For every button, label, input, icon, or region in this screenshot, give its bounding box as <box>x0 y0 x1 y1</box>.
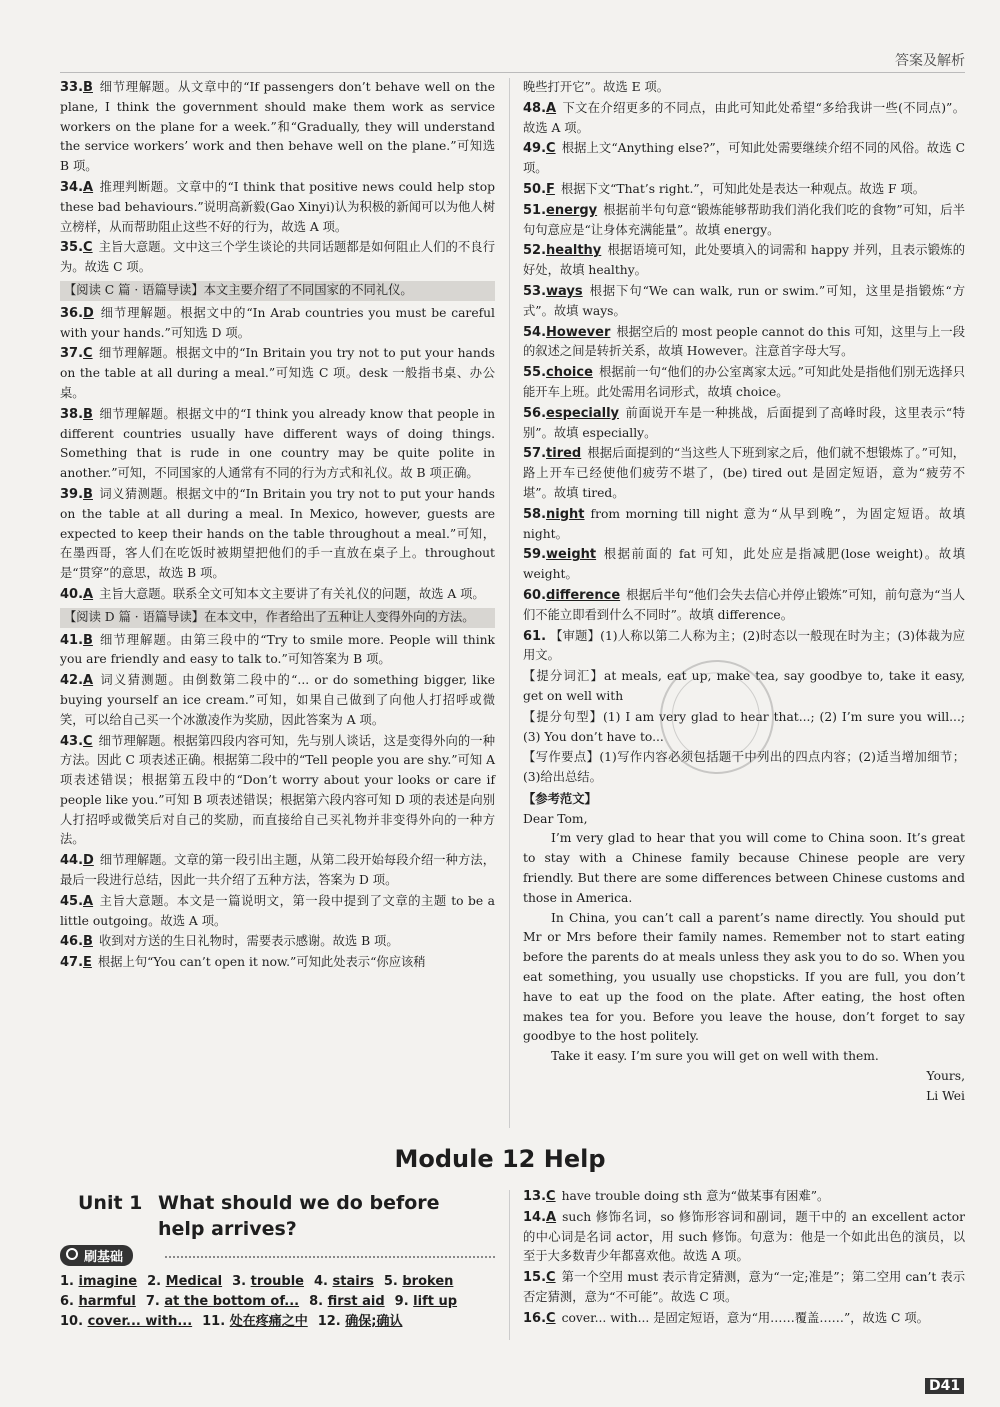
item-answer: D <box>83 305 94 321</box>
answer-item <box>523 282 965 322</box>
basics-answer <box>309 1294 385 1309</box>
item-explanation: 细节理解题。根据第四段内容可知，先与别人谈话，这是变得外向的一种方法。因此 C 项表述正确。根据第二段中的“Tell people you are shy.”可知 A 项表述错误；根据第五段中的“Don’t worry about your looks or care if people like you.”可知 B 项表述错误；根据第六段内容可知 D 项的表述是向别人打招呼或微笑后对自己的奖励，而直接给自己买礼物并非变得外向的一种方法。 <box>60 733 495 847</box>
basics-word: cover... with... <box>87 1314 193 1329</box>
basics-answer <box>146 1294 299 1309</box>
answer-item <box>523 241 965 281</box>
answer-item <box>523 99 965 139</box>
basics-badge <box>60 1245 133 1266</box>
answer-item <box>60 178 495 237</box>
item-number: 45. <box>60 893 84 909</box>
item-number: 40. <box>60 586 84 602</box>
sample-essay <box>523 810 965 1107</box>
basics-answer <box>147 1274 222 1289</box>
item-number: 61. <box>523 628 547 644</box>
item-explanation: 根据后半句“他们会失去信心并停止锻炼”可知，前句意为“当人们不能立即看到什么不同时”。故填 difference。 <box>523 587 965 622</box>
answer-item <box>60 344 495 403</box>
answer-item <box>523 363 965 403</box>
item-answer: D <box>83 853 94 869</box>
item-explanation: 细节理解题。根据文中的“In Arab countries you must be careful with your hands.”可知选 D 项。 <box>60 305 495 340</box>
answer-item <box>60 631 495 671</box>
item-number: 56. <box>523 405 547 421</box>
item-answer: C <box>83 733 93 749</box>
item-answer: difference <box>546 587 621 603</box>
basics-answer <box>60 1294 136 1309</box>
item-number: 54. <box>523 324 547 340</box>
item-answer: energy <box>546 202 598 218</box>
item-number: 47. <box>60 955 84 971</box>
item-number: 35. <box>60 240 84 256</box>
left-column <box>60 78 495 974</box>
essay-closing: Yours, <box>926 1069 965 1084</box>
item-explanation: 根据下文“That’s right.”，可知此处是表达一种观点。故选 F 项。 <box>560 181 926 196</box>
basics-number: 6. <box>60 1294 74 1309</box>
basics-word: harmful <box>78 1294 136 1309</box>
item-answer: tired <box>546 446 582 462</box>
unit-title <box>78 1190 498 1242</box>
item-answer: A <box>83 179 94 195</box>
answer-item <box>60 892 495 932</box>
item-explanation: 前面说开车是一种挑战，后面提到了高峰时段，这里表示“特别”。故填 especially。 <box>523 405 965 440</box>
item-answer: C <box>83 240 93 256</box>
answer-item <box>523 1208 965 1267</box>
column-divider <box>509 78 510 1128</box>
answer-item <box>523 201 965 241</box>
dotted-divider <box>165 1256 495 1258</box>
basics-answer <box>395 1294 457 1309</box>
item-number: 58. <box>523 506 547 522</box>
answer-item <box>60 851 495 891</box>
item-explanation: 根据前一句“他们的办公室离家太远。”可知此处是指他们别无选择只能开车上班。此处需用名词形式，故填 choice。 <box>523 365 965 399</box>
section-c-guide: 【阅读 C 篇 · 语篇导读】本文主要介绍了不同国家的不同礼仪。 <box>60 281 495 301</box>
item-explanation: cover... with... 是固定短语，意为“用……覆盖……”，故选 C 项。 <box>561 1310 929 1325</box>
item-answer: night <box>546 506 585 522</box>
item-number: 41. <box>60 632 84 648</box>
item-explanation: 第一个空用 must 表示肯定猜测，意为“一定;准是”；第二空用 can’t 表示否定猜测，意为“不可能”。故选 C 项。 <box>523 1270 965 1304</box>
item-answer: B <box>83 80 93 95</box>
continued-line: 晚些打开它”。故选 E 项。 <box>523 80 670 94</box>
item-number: 39. <box>60 486 84 502</box>
item-number: 37. <box>60 346 84 362</box>
item61-line: 【写作要点】(1)写作内容必须包括题干中列出的四点内容；(2)适当增加细节；(3)给出总结。 <box>523 750 965 785</box>
item-explanation: 根据空后的 most people cannot do this 可知，这里与上一段的叙述之间是转折关系，故填 However。注意首字母大写。 <box>523 324 965 359</box>
badge-icon <box>66 1248 78 1260</box>
item-number: 15. <box>523 1270 547 1286</box>
item-answer: B <box>83 632 93 648</box>
basics-word: first aid <box>327 1294 385 1309</box>
item-explanation: 细节理解题。文章的第一段引出主题，从第二段开始每段介绍一种方法，最后一段进行总结，因此一共介绍了五种方法，答案为 D 项。 <box>60 853 495 888</box>
item-explanation: such 修饰名词，so 修饰形容词和副词，题干中的 an excellent actor 的中心词是名词 actor，用 such 修饰。句意为：他是一个如此出色的演员，以至于大多数青少年都喜欢他。故选 A 项。 <box>523 1209 965 1264</box>
item-number: 53. <box>523 283 547 299</box>
item-number: 46. <box>60 934 84 950</box>
answer-item <box>60 78 495 177</box>
basics-answer <box>314 1274 374 1289</box>
basics-number: 1. <box>60 1274 74 1289</box>
basics-number: 10. <box>60 1314 84 1329</box>
item-answer: B <box>83 486 93 502</box>
answer-item <box>60 238 495 278</box>
item-answer: C <box>546 141 556 157</box>
item61-line: 【提分词汇】at meals, eat up, make tea, say goodbye to, take it easy, get on well with <box>523 669 965 703</box>
basics-number: 8. <box>309 1294 324 1309</box>
item-number: 13. <box>523 1189 547 1204</box>
section-d-guide: 【阅读 D 篇 · 语篇导读】在本文中，作者给出了五种让人变得外向的方法。 <box>60 608 495 628</box>
answer-item <box>523 139 965 179</box>
answer-item <box>523 180 965 200</box>
basics-word: at the bottom of... <box>164 1294 300 1309</box>
basics-number: 4. <box>314 1274 328 1289</box>
item-number: 38. <box>60 406 84 422</box>
item-answer: F <box>546 181 555 197</box>
answer-item <box>60 932 495 952</box>
essay-paragraph: Take it easy. I’m sure you will get on well with them. <box>551 1049 879 1064</box>
item-explanation: 细节理解题。由第三段中的“Try to smile more. People will think you are friendly and easy to talk to.”可知答案为 B 项。 <box>60 632 495 667</box>
item-explanation: 细节理解题。根据文中的“I think you already know that people in different countries usually have different ways of doing things. Something that is rude in one country may be quite polite in another.”可知，不同国家的人通常有不同的行为方式和礼仪。故 B 项正确。 <box>60 406 495 481</box>
item-number: 55. <box>523 365 547 381</box>
basics-number: 9. <box>394 1294 409 1309</box>
answer-item <box>523 323 965 363</box>
item-explanation: 根据前半句句意“锻炼能够帮助我们消化我们吃的食物”可知，后半句句意应是“让身体充满能量”。故填 energy。 <box>523 202 965 237</box>
unit-text: What should we do before help arrives? <box>158 1192 440 1240</box>
page-header: 答案及解析 <box>895 53 965 69</box>
item-answer: C <box>546 1270 556 1286</box>
item-number: 52. <box>523 243 547 259</box>
item-number: 33. <box>60 80 84 95</box>
answer-item <box>60 732 495 851</box>
item-explanation: 下文在介绍更多的不同点，由此可知此处希望“多给我讲一些(不同点)”。故选 A 项。 <box>523 100 965 135</box>
item-answer: B <box>83 406 93 422</box>
item-answer: C <box>546 1189 556 1204</box>
essay-paragraph: I’m very glad to hear that you will come to China soon. It’s great to stay with a Chinese family because Chinese people are very friendly. But there are some differences between Chinese customs and those in America. <box>523 831 965 905</box>
answer-item-61 <box>523 627 965 667</box>
answer-item <box>60 585 495 605</box>
right-bottom-column <box>523 1187 965 1330</box>
item-explanation: 细节理解题。根据文中的“In Britain you try not to put your hands on the table at all during a meal.”可知选 C 项。desk 一般指书桌、办公桌。 <box>60 346 495 400</box>
answer-item <box>60 304 495 344</box>
item-answer: especially <box>546 405 620 421</box>
item-number: 34. <box>60 179 84 195</box>
answer-item <box>523 586 965 626</box>
basics-word: stairs <box>332 1274 374 1289</box>
page-number: D41 <box>925 1378 964 1394</box>
basics-answer <box>202 1314 308 1329</box>
item-number: 43. <box>60 733 84 749</box>
item-number: 44. <box>60 853 84 869</box>
basics-number: 11. <box>202 1314 226 1329</box>
right-column <box>523 78 965 1107</box>
item-explanation: 词义猜测题。由倒数第二段中的“... or do something bigger, like buying yourself an ice cream.”可知，如果自己做到了向他人打招呼或微笑，可以给自己买一个冰激凌作为奖励，因此答案为 A 项。 <box>60 673 495 727</box>
item-explanation: 根据上句“You can’t open it now.”可知此处表示“你应该稍 <box>97 955 426 970</box>
item-answer: ways <box>546 283 583 299</box>
answer-item <box>523 1268 965 1308</box>
item-answer: A <box>546 100 557 116</box>
essay-salutation: Dear Tom, <box>523 811 588 826</box>
watermark-stamp-inner <box>659 660 772 773</box>
item-explanation: 根据下句“We can walk, run or swim.”可知，这里是指锻炼“方式”。故填 ways。 <box>523 283 965 318</box>
item-explanation: 根据语境可知，此处要填入的词需和 happy 并列，且表示锻炼的好处，故填 healthy。 <box>523 243 965 278</box>
header-rule <box>60 72 965 73</box>
item61-line: 【提分句型】(1) I am very glad to hear that...; (2) I’m sure you will...; (3) You don’t have to... <box>523 709 965 744</box>
item-answer: However <box>546 324 611 340</box>
item-explanation: have trouble doing sth 意为“做某事有困难”。 <box>561 1189 830 1203</box>
basics-answers <box>60 1272 495 1332</box>
item-number: 51. <box>523 202 547 218</box>
answer-item <box>523 545 965 585</box>
essay-paragraph: In China, you can’t call a parent’s name directly. You should put Mr or Mrs before their family names. Remember not to start eating before the parents do at meals unless they ask you to do so. When you eat something, you usually use chopsticks. If you are full, you don’t have to eat up the food on the plate. After eating, the host often makes tea for you. Before you leave the house, don’t forget to say goodbye to the host politely. <box>523 910 965 1044</box>
item-answer: A <box>546 1209 557 1225</box>
basics-answer <box>318 1314 403 1329</box>
basics-word: 处在疼痛之中 <box>229 1314 308 1329</box>
basics-answer <box>232 1274 304 1289</box>
basics-word: imagine <box>78 1274 138 1289</box>
item-explanation: 根据上文“Anything else?”，可知此处需要继续介绍不同的风俗。故选 C 项。 <box>523 141 965 176</box>
item-answer: B <box>83 934 93 950</box>
basics-number: 3. <box>232 1274 247 1289</box>
item-answer: C <box>83 346 93 362</box>
basics-word: 确保;确认 <box>345 1314 403 1329</box>
item-number: 16. <box>523 1310 547 1326</box>
item-explanation: 词义猜测题。根据文中的“In Britain you try not to put your hands on the table at all during a meal. In Mexico, however, guests are expected to keep their hands on the table throughout a meal.”可知，在墨西哥，客人们在吃饭时被期望把他们的手一直放在桌子上。throughout 是“贯穿”的意思，故选 B 项。 <box>60 486 495 581</box>
item-explanation: 收到对方送的生日礼物时，需要表示感谢。故选 B 项。 <box>98 934 399 949</box>
badge-label: 刷基础 <box>84 1250 124 1265</box>
item-number: 50. <box>523 181 547 197</box>
basics-answer <box>60 1274 137 1289</box>
item-explanation: from morning till night 意为“从早到晚”，为固定短语。故填 night。 <box>523 506 965 541</box>
basics-word: trouble <box>250 1274 304 1289</box>
basics-word: lift up <box>413 1294 458 1309</box>
module-title: Module 12 Help <box>394 1145 606 1173</box>
item-number: 48. <box>523 100 547 116</box>
basics-number: 12. <box>317 1314 341 1329</box>
essay-signature: Li Wei <box>926 1088 965 1103</box>
basics-answer <box>384 1274 454 1289</box>
answer-item <box>60 953 495 973</box>
basics-badge-row <box>60 1245 495 1267</box>
answer-item <box>60 485 495 584</box>
item-number: 57. <box>523 446 547 462</box>
basics-number: 2. <box>147 1274 162 1289</box>
item-answer: weight <box>546 547 597 563</box>
item-explanation: 主旨大意题。文中这三个学生谈论的共同话题都是如何阻止人们的不良行为。故选 C 项。 <box>60 240 495 275</box>
item-answer: A <box>83 893 94 909</box>
unit-label: Unit 1 <box>78 1192 143 1214</box>
item-answer: healthy <box>546 243 602 259</box>
item-number: 36. <box>60 305 84 321</box>
answer-item <box>60 405 495 484</box>
item-explanation: 根据后面提到的“当这些人下班到家之后，他们就不想锻炼了。”可知，路上开车已经使他们疲劳不堪了，(be) tired out 是固定短语，意为“疲劳不堪”。故填 tired。 <box>523 446 965 500</box>
basics-number: 7. <box>145 1294 160 1309</box>
item-explanation: 主旨大意题。本文是一篇说明文，第一段中提到了文章的主题 to be a little outgoing。故选 A 项。 <box>60 893 495 928</box>
item-number: 14. <box>523 1209 547 1225</box>
answer-item <box>60 671 495 730</box>
answer-item <box>523 404 965 444</box>
item61-line: 【审题】(1)人称以第二人称为主；(2)时态以一般现在时为主；(3)体裁为应用文。 <box>523 628 965 663</box>
item-explanation: 主旨大意题。联系全文可知本文主要讲了有关礼仪的问题，故选 A 项。 <box>99 586 485 601</box>
item-number: 49. <box>523 141 547 157</box>
item-explanation: 推理判断题。文章中的“I think that positive news could help stop these bad behaviours.”说明高新毅(Gao Xinyi)认为积极的新闻可以为他人树立榜样，从而帮助阻止这些不好的行为，故选 A 项。 <box>60 179 495 234</box>
item61-line: 【参考范文】 <box>523 790 597 806</box>
item-number: 59. <box>523 547 547 563</box>
basics-answer <box>60 1314 192 1329</box>
basics-number: 5. <box>383 1274 398 1289</box>
answer-item <box>523 505 965 545</box>
item-answer: choice <box>546 365 593 381</box>
item-answer: A <box>83 586 94 602</box>
basics-word: Medical <box>165 1274 223 1289</box>
answer-item <box>523 1309 965 1329</box>
answer-item <box>523 1187 965 1207</box>
item-answer: A <box>83 673 94 689</box>
item-answer: E <box>83 955 92 971</box>
item-number: 60. <box>523 587 547 603</box>
item-number: 42. <box>60 673 84 689</box>
column-divider-bottom <box>509 1190 510 1340</box>
item-answer: C <box>546 1310 556 1326</box>
item-explanation: 细节理解题。从文章中的“If passengers don’t behave well on the plane, I think the government should make them work as service workers on the plane for a week.”和“Gradually, they will understand the service workers’ work and then behave well on the plane.”可知选 B 项。 <box>60 80 495 174</box>
basics-word: broken <box>402 1274 454 1289</box>
item-explanation: 根据前面的 fat 可知，此处应是指减肥(lose weight)。故填 weight。 <box>523 547 965 582</box>
answer-item <box>523 444 965 503</box>
